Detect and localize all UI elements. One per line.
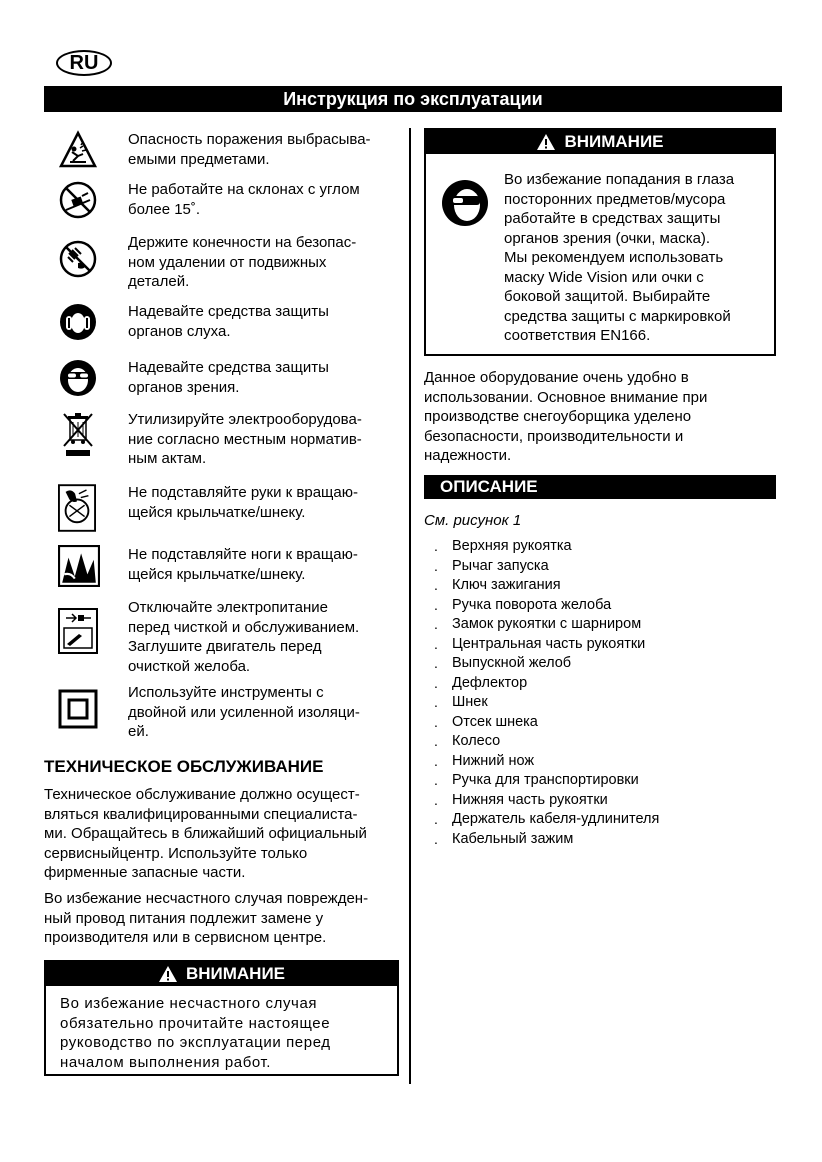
thrown-objects-icon <box>58 130 98 170</box>
intro-paragraph: Данное оборудование очень удобно в использовании. Основное внимание при производстве снегоуборщика уделено безопасности, производительности и надежности. <box>424 369 708 464</box>
ear-protection-icon <box>58 302 98 342</box>
list-item: . Замок рукоятки с шарниром <box>434 616 642 632</box>
weee-disposal-icon <box>58 410 98 460</box>
list-item: . Ручка поворота желоба <box>434 596 612 613</box>
column-divider <box>409 128 411 1084</box>
foot-auger-warning-icon <box>58 545 100 587</box>
language-badge: RU <box>56 50 112 76</box>
parts-list <box>432 537 772 849</box>
list-item: . Выпускной желоб <box>434 655 572 671</box>
warning-text: Во избежание попадания в глаза посторонних предметов/мусора работайте в средствах защиты органов зрения (очки, маска). Мы рекомендуем использовать маску Wide Vision или очки с боковой защитой. Выбирайте средства защиты с маркировкой соответствия EN166. <box>504 171 735 344</box>
list-item: . Отсек шнека <box>434 713 538 730</box>
safety-text: Держите конечности на безопас- ном удалении от подвижных деталей. <box>128 234 357 290</box>
warning-box-left <box>44 960 399 1076</box>
maintenance-heading: ТЕХНИЧЕСКОЕ ОБСЛУЖИВАНИЕ <box>44 757 324 776</box>
safety-text: Надевайте средства защиты органов зрения. <box>128 359 329 396</box>
safety-text: Опасность поражения выбрасыва- емыми предметами. <box>128 131 371 168</box>
safety-text: Не подставляйте ноги к вращаю- щейся крыльчатке/шнеку. <box>128 546 358 583</box>
warning-triangle-icon <box>158 965 178 983</box>
safety-text: Не подставляйте руки к вращаю- щейся крыльчатке/шнеку. <box>128 484 358 521</box>
keep-limbs-away-icon <box>58 239 98 279</box>
eye-protection-icon <box>58 358 98 398</box>
warning-header <box>426 130 774 154</box>
double-insulation-icon <box>58 689 98 729</box>
warning-header <box>46 962 397 986</box>
hand-auger-warning-icon <box>58 483 96 533</box>
warning-label: ВНИМАНИЕ <box>185 964 286 983</box>
safety-text: Используйте инструменты с двойной или усиленной изоляци- ей. <box>128 684 360 740</box>
page-title: Инструкция по эксплуатации <box>44 86 782 112</box>
list-item: . Шнек <box>434 694 488 710</box>
list-item: . Колесо <box>434 733 501 749</box>
safety-text: Утилизируйте электрооборудова- ние согласно местным норматив- ным актам. <box>128 411 362 467</box>
list-item: . Дефлектор <box>434 674 528 691</box>
list-item: . Ключ зажигания <box>434 577 561 593</box>
description-heading: ОПИСАНИЕ <box>424 475 776 499</box>
warning-text: Во избежание несчастного случая обязательно прочитайте настоящее руководство по эксплуатации перед началом выполнения работ. <box>60 995 331 1071</box>
maintenance-paragraph-2: Во избежание несчастного случая поврежден- ный провод питания подлежит замене у производителя или в сервисном центре. <box>44 890 369 946</box>
list-item: . Нижний нож <box>434 752 535 769</box>
maintenance-paragraph-1: Техническое обслуживание должно осущест- вляться квалифицированными специалиста- ми. Обращайтесь в ближайший официальный сервисныйцентр. Используйте только фирменные запасные части. <box>44 786 367 881</box>
no-slopes-icon <box>58 180 98 220</box>
list-item: . Держатель кабеля-удлинителя <box>434 811 660 827</box>
warning-triangle-icon <box>536 133 556 151</box>
figure-reference: См. рисунок 1 <box>424 512 522 529</box>
list-item: . Кабельный зажим <box>434 830 574 847</box>
warning-box-right <box>424 128 776 356</box>
safety-text: Надевайте средства защиты органов слуха. <box>128 303 329 340</box>
disconnect-power-icon <box>58 608 98 658</box>
list-item: . Рычаг запуска <box>434 557 549 574</box>
eye-protection-icon <box>440 178 490 228</box>
list-item: . Центральная часть рукоятки <box>434 635 646 652</box>
safety-text: Не работайте на склонах с углом более 15˚. <box>128 181 360 218</box>
list-item: . Ручка для транспортировки <box>434 772 639 788</box>
list-item: . Нижняя часть рукоятки <box>434 791 608 808</box>
list-item: . Верхняя рукоятка <box>434 538 572 554</box>
warning-label: ВНИМАНИЕ <box>564 132 664 151</box>
safety-text: Отключайте электропитание перед чисткой и обслуживанием. Заглушите двигатель перед очисткой желоба. <box>128 599 360 675</box>
